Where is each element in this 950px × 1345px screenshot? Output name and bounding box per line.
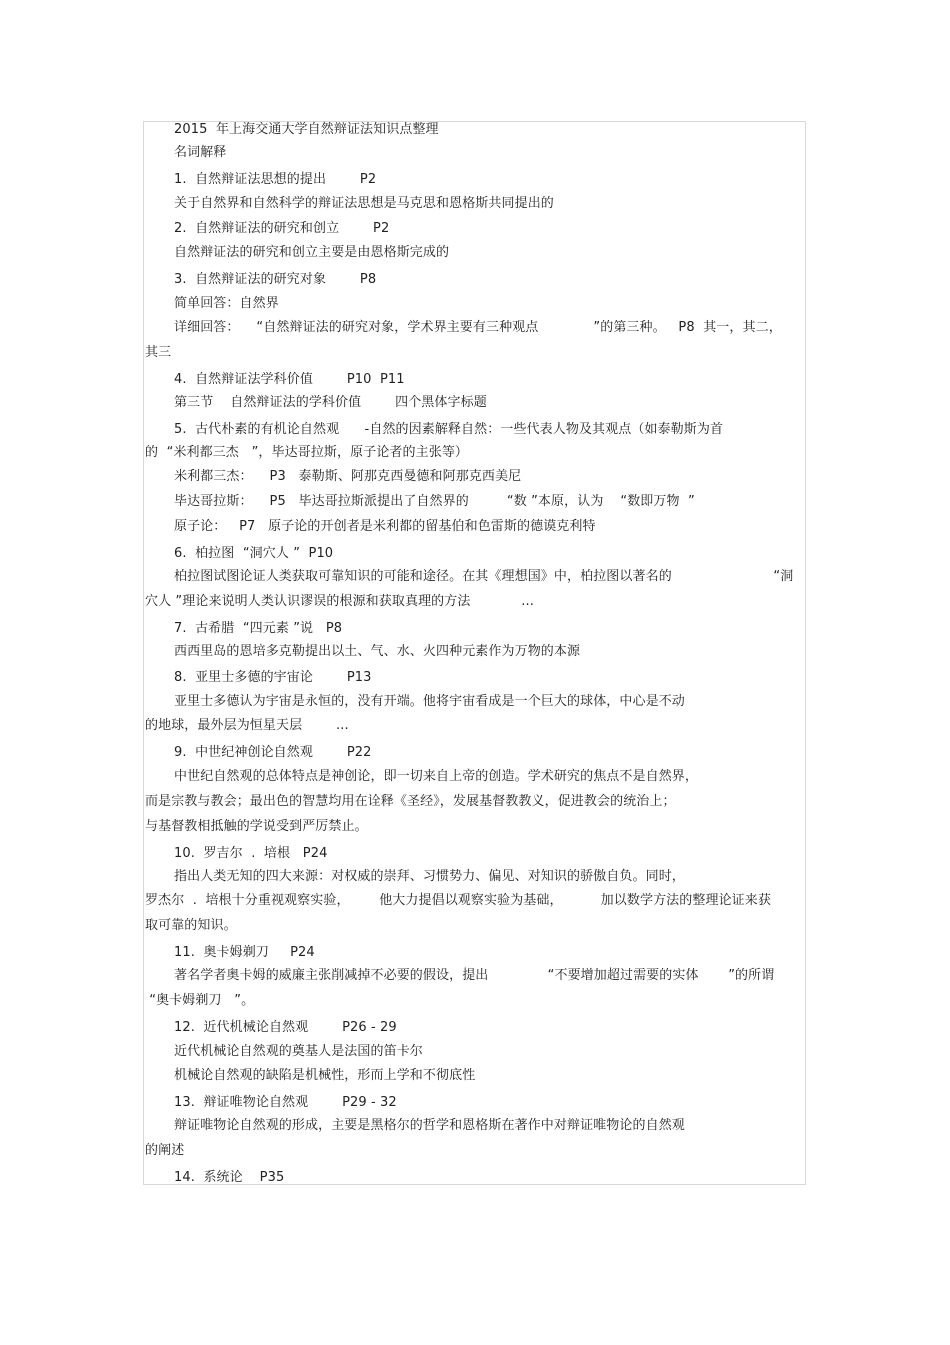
item-text: 详细回答： “自然辩证法的研究对象，学术界主要有三种观点 ”的第三种。 P8 其一，其二，	[174, 320, 782, 335]
item-text: 毕达哥拉斯： P5 毕达哥拉斯派提出了自然界的 “数 ”本原，认为 “数即万物 ”	[174, 494, 695, 509]
item-text-continued: 罗杰尔 . 培根十分重视观察实验， 他大力提倡以观察实验为基础， 加以数学方法的整理论证来获	[145, 893, 771, 908]
item-heading: 5. 古代朴素的有机论自然观 -自然的因素解释自然：一些代表人物及其观点（如泰勒斯为首	[174, 422, 724, 437]
item-text-continued: “奥卡姆剃刀 ”。	[145, 993, 255, 1008]
item-heading: 10. 罗吉尔 . 培根 P24	[174, 846, 328, 861]
item-heading: 12. 近代机械论自然观 P26 - 29	[174, 1020, 397, 1035]
item-text: 柏拉图试图论证人类获取可靠知识的可能和途径。在其《理想国》中，柏拉图以著名的 “洞	[174, 569, 794, 584]
item-heading: 1. 自然辩证法思想的提出 P2	[174, 172, 377, 187]
item-text: 原子论： P7 原子论的开创者是米利都的留基伯和色雷斯的德谟克利特	[174, 519, 596, 534]
item-heading: 3. 自然辩证法的研究对象 P8	[174, 272, 377, 287]
item-heading: 13. 辩证唯物论自然观 P29 - 32	[174, 1095, 397, 1110]
item-heading: 8. 亚里士多德的宇宙论 P13	[174, 670, 372, 685]
item-text: 自然辩证法的研究和创立主要是由恩格斯完成的	[174, 245, 450, 260]
item-heading: 7. 古希腊 “四元素 ”说 P8	[174, 621, 343, 636]
item-text: 西西里岛的恩培多克勒提出以土、气、水、火四种元素作为万物的本源	[174, 644, 581, 659]
item-heading: 2. 自然辩证法的研究和创立 P2	[174, 221, 390, 236]
item-text-continued: 的阐述	[145, 1143, 185, 1158]
item-text: 简单回答：自然界	[174, 296, 279, 311]
item-text: 辩证唯物论自然观的形成，主要是黑格尔的哲学和恩格斯在著作中对辩证唯物论的自然观	[174, 1118, 685, 1133]
item-text: 中世纪自然观的总体特点是神创论，即一切来自上帝的创造。学术研究的焦点不是自然界，	[174, 769, 699, 784]
item-heading: 4. 自然辩证法学科价值 P10 P11	[174, 372, 405, 387]
item-text: 第三节 自然辩证法的学科价值 四个黑体字标题	[174, 395, 487, 410]
document-title: 2015 年上海交通大学自然辩证法知识点整理	[174, 122, 439, 137]
item-text-continued: 取可靠的知识。	[145, 918, 237, 933]
item-text-continued: 而是宗教与教会；最出色的智慧均用在诠释《圣经》，发展基督教教义，促进教会的统治上；	[145, 794, 676, 809]
item-text: 米利都三杰： P3 泰勒斯、阿那克西曼德和阿那克西美尼	[174, 469, 522, 484]
item-text: 关于自然界和自然科学的辩证法思想是马克思和恩格斯共同提出的	[174, 196, 554, 211]
item-text: 著名学者奥卡姆的威廉主张削减掉不必要的假设，提出 “不要增加超过需要的实体 ”的所谓	[174, 968, 775, 983]
item-text-continued: 与基督教相抵触的学说受到严厉禁止。	[145, 819, 368, 834]
item-text-continued: 穴人 ”理论来说明人类认识谬误的根源和获取真理的方法 ...	[145, 594, 534, 609]
item-text-continued: 其三	[145, 345, 172, 360]
item-heading: 6. 柏拉图 “洞穴人 ” P10	[174, 546, 334, 561]
item-text-continued: 的 “米利都三杰 ”，毕达哥拉斯，原子论者的主张等）	[145, 445, 469, 460]
item-text: 指出人类无知的四大来源：对权威的崇拜、习惯势力、偏见、对知识的骄傲自负。同时，	[174, 869, 685, 884]
item-heading: 14. 系统论 P35	[174, 1170, 285, 1185]
item-heading: 11. 奥卡姆剃刀 P24	[174, 945, 315, 960]
item-text: 机械论自然观的缺陷是机械性，形而上学和不彻底性	[174, 1068, 476, 1083]
item-text: 近代机械论自然观的奠基人是法国的笛卡尔	[174, 1044, 423, 1059]
item-text: 亚里士多德认为宇宙是永恒的，没有开端。他将宇宙看成是一个巨大的球体，中心是不动	[174, 694, 685, 709]
item-heading: 9. 中世纪神创论自然观 P22	[174, 745, 372, 760]
item-text-continued: 的地球，最外层为恒星天层 ...	[145, 718, 349, 733]
section-heading: 名词解释	[174, 145, 227, 160]
